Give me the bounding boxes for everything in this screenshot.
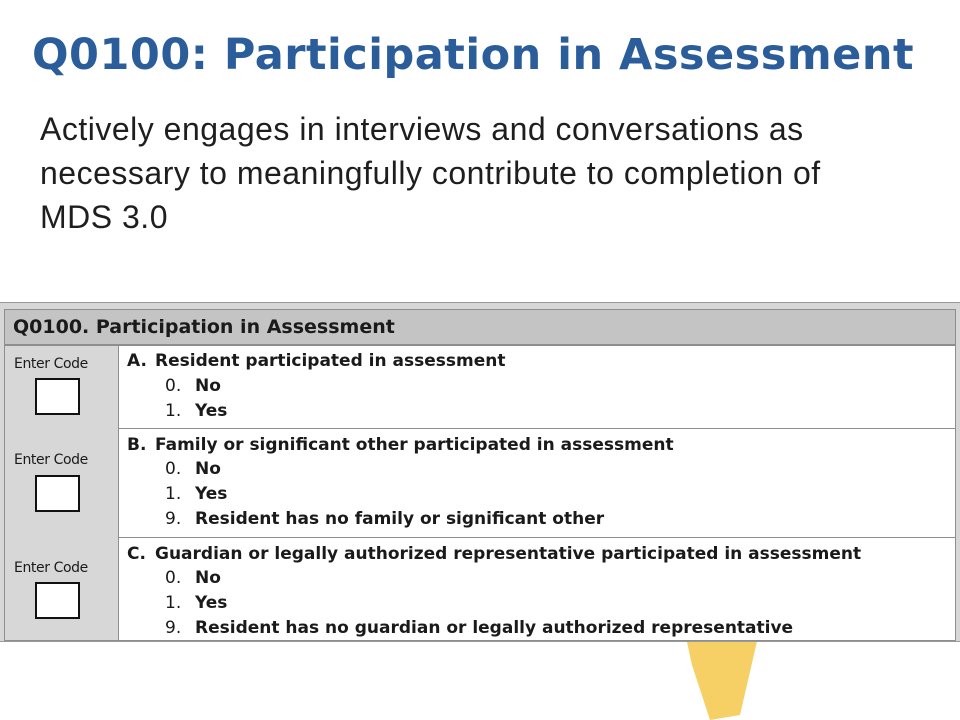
code-entry-box-a[interactable] [35,378,80,415]
enter-code-label: Enter Code [14,356,88,372]
option-b-0: 0. No [165,459,221,479]
option-b-1: 1. Yes [165,484,228,504]
code-cell-c [5,538,118,640]
code-entry-box-c[interactable] [35,582,80,619]
slide-body-text: Actively engages in interviews and conversations as necessary to meaningfully contribute to completion of MDS 3.0 [40,111,821,235]
item-title-b: B. Family or significant other participated in assessment [127,435,674,455]
item-row-a [119,346,955,429]
enter-code-label: Enter Code [14,452,88,468]
code-cell-a [5,346,118,428]
item-title-c: C. Guardian or legally authorized representative participated in assessment [127,544,862,564]
enter-code-column [5,346,119,640]
option-c-1: 1. Yes [165,593,228,613]
option-a-0: 0. No [165,376,221,396]
slide-title: Q0100: Participation in Assessment [32,30,914,80]
enter-code-label: Enter Code [14,560,88,576]
option-c-9: 9. Resident has no guardian or legally authorized representative [165,618,794,638]
form-section-header: Q0100. Participation in Assessment [4,309,956,345]
item-row-c [119,538,955,640]
item-title-a: A. Resident participated in assessment [127,351,506,371]
mds-form-section [0,302,960,642]
code-cell-b [5,430,118,538]
option-b-9: 9. Resident has no family or significant other [165,509,605,529]
option-c-0: 0. No [165,568,221,588]
form-grid [4,345,956,641]
item-row-b [119,429,955,538]
option-a-1: 1. Yes [165,401,228,421]
code-entry-box-b[interactable] [35,475,80,512]
